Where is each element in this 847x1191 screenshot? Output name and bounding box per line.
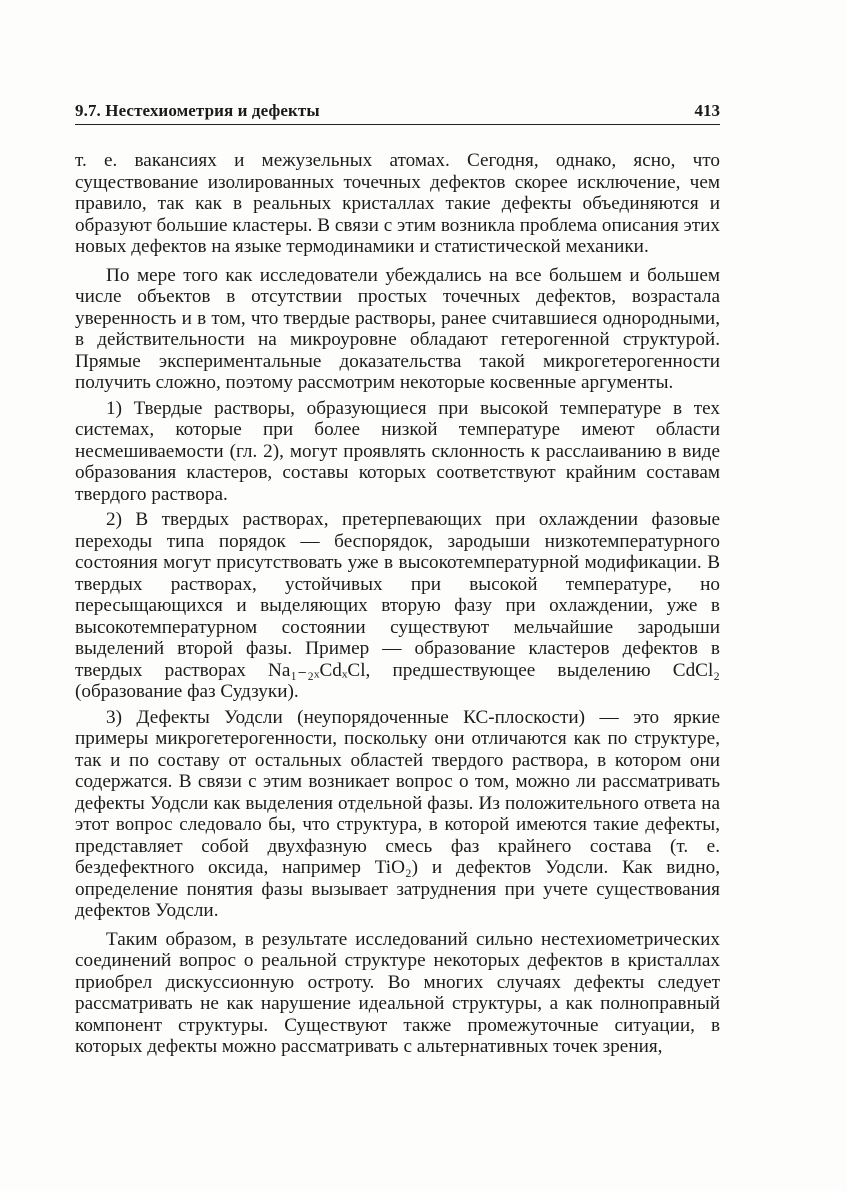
body-text (75, 150, 720, 1058)
paragraph-argument-1: 1) Твердые растворы, образующиеся при высокой температуре в тех системах, которые при более низкой температуре имеют области несмешиваемости (гл. 2), могут проявлять склонность к расслаиванию в виде образования кластеров, составы которых соответствуют крайним составам твердого раствора. (75, 397, 720, 505)
header-rule (75, 124, 720, 125)
paragraph-argument-2: 2) В твердых растворах, претерпевающих при охлаждении фазовые переходы типа порядок — беспорядок, зародыши низкотемпературного состояния могут присутствовать уже в высокотемпературной модификации. В твердых растворах, устойчивых при высокой температуре, но пересыщающихся и выделяющих вторую фазу при охлаждении, уже в высокотемпературном состоянии существуют мельчайшие зародыши выделений второй фазы. Пример — образование кластеров дефектов в твердых растворах Na₁₋₂ₓCdₓCl, предшествующее выделению CdCl₂ (образование фаз Судзуки). (75, 509, 720, 702)
page-number: 413 (694, 101, 720, 120)
paragraph-microheterogeneity: По мере того как исследователи убеждались на все большем и большем числе объектов в отсутствии простых точечных дефектов, возрастала уверенность и в том, что твердые растворы, ранее считавшиеся однородными, в действительности на микроуровне обладают гетерогенной структурой. Прямые экспериментальные доказательства такой микрогетерогенности получить сложно, поэтому рассмотрим некоторые косвенные аргументы. (75, 264, 720, 393)
page-header (75, 101, 720, 123)
paragraph-continuation: т. е. вакансиях и межузельных атомах. Сегодня, однако, ясно, что существование изолированных точечных дефектов скорее исключение, чем правило, так как в реальных кристаллах такие дефекты объединяются и образуют большие кластеры. В связи с этим возникла проблема описания этих новых дефектов на языке термодинамики и статистической механики. (75, 150, 720, 257)
paragraph-argument-3: 3) Дефекты Уодсли (неупорядоченные КС-плоскости) — это яркие примеры микрогетерогенности, поскольку они отличаются как по структуре, так и по составу от остальных областей твердого раствора, в котором они содержатся. В связи с этим возникает вопрос о том, можно ли рассматривать дефекты Уодсли как выделения отдельной фазы. Из положительного ответа на этот вопрос следовало бы, что структура, в которой имеются такие дефекты, представляет собой двухфазную смесь фаз крайнего состава (т. е. бездефектного оксида, например TiO₂) и дефектов Уодсли. Как видно, определение понятия фазы вызывает затруднения при учете существования дефектов Уодсли. (75, 706, 720, 921)
running-head: 9.7. Нестехиометрия и дефекты (75, 101, 320, 120)
paragraph-conclusion: Таким образом, в результате исследований сильно нестехиометрических соединений вопрос о реальной структуре некоторых дефектов в кристаллах приобрел дискуссионную остроту. Во многих случаях дефекты следует рассматривать не как нарушение идеальной структуры, а как полноправный компонент структуры. Существуют также промежуточные ситуации, в которых дефекты можно рассматривать с альтернативных точек зрения, (75, 928, 720, 1057)
